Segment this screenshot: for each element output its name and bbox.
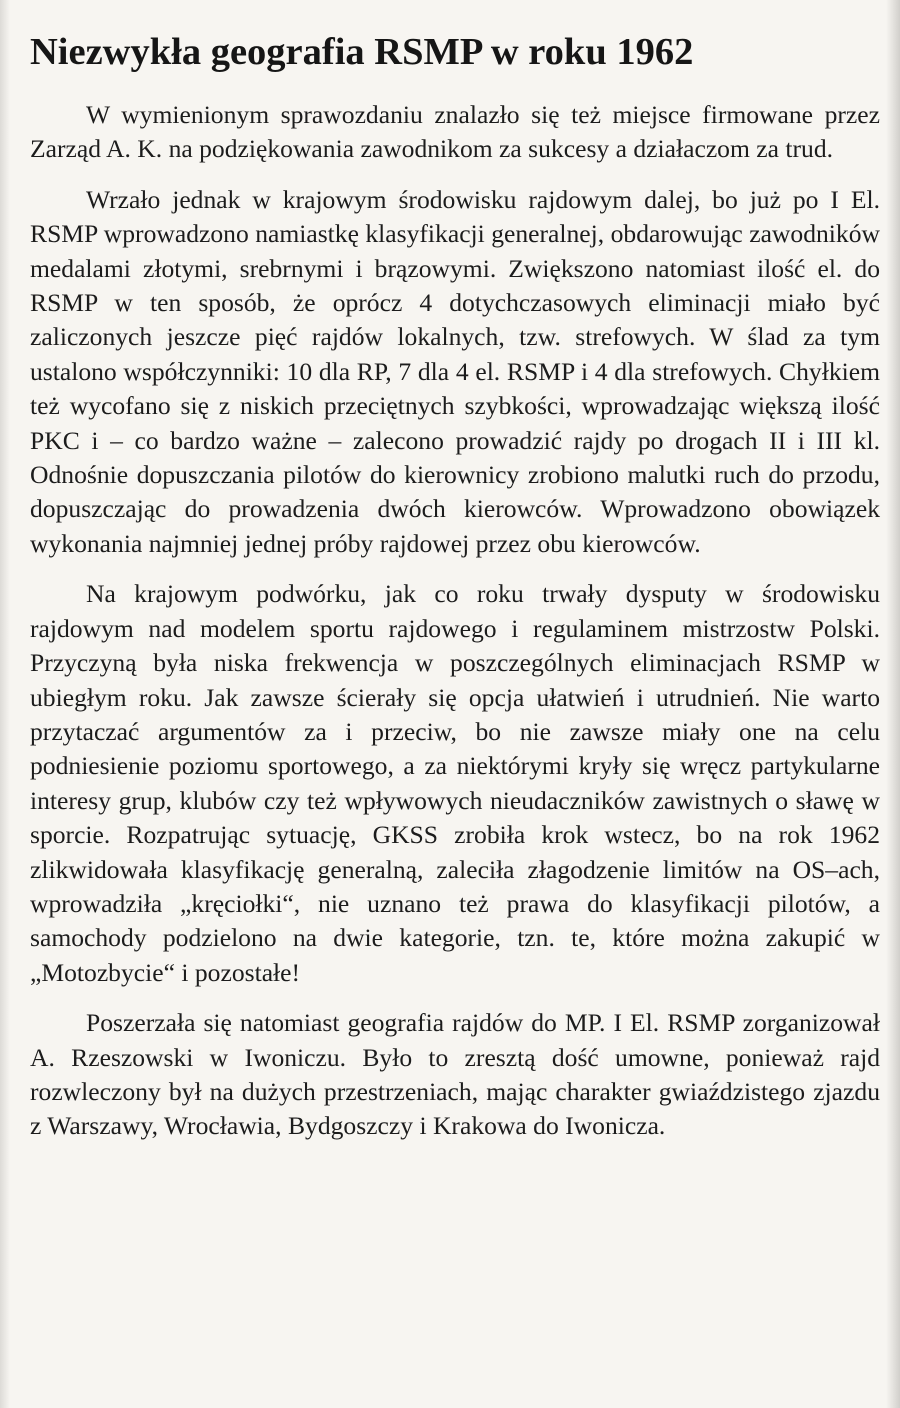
paragraph-3: Na krajowym podwórku, jak co roku trwały dysputy w środowisku rajdowym nad modelem sportu rajdowego i regulaminem mistrzostw Polski. Przyczyną była niska frekwencja w poszczególnych eliminacjach RSMP w ubiegłym roku. Jak zawsze ścierały się opcja ułatwień i utrudnień. Nie warto przytaczać argumentów za i przeciw, bo nie zawsze miały one na celu podniesienie poziomu sportowego, a za niektórymi kryły się wręcz partykularne interesy grup, klubów czy też wpływowych nieudaczników zawistnych o sławę w sporcie. Rozpatrując sytuację, GKSS zrobiła krok wstecz, bo na rok 1962 zlikwidowała klasyfikację generalną, zaleciła złagodzenie limitów na OS–ach, wprowadziła „kręciołki“, nie uznano też prawa do klasyfikacji pilotów, a samochody podzielono na dwie kategorie, tzn. te, które można zakupić w „Motozbycie“ i pozostałe! xyxy=(30,579,880,987)
paragraph-2: Wrzało jednak w krajowym środowisku rajdowym dalej, bo już po I El. RSMP wprowadzono namiastkę klasyfikacji generalnej, obdarowując zawodników medalami złotymi, srebrnymi i brązowymi. Zwiększono natomiast ilość el. do RSMP w ten sposób, że oprócz 4 dotychczasowych eliminacji miało być zaliczonych jeszcze pięć rajdów lokalnych, tzw. strefowych. W ślad za tym ustalono współczynniki: 10 dla RP, 7 dla 4 el. RSMP i 4 dla strefowych. Chyłkiem też wycofano się z niskich przeciętnych szybkości, wprowadzając większą ilość PKC i – co bardzo ważne – zalecono prowadzić rajdy po drogach II i III kl. Odnośnie dopuszczania pilotów do kierownicy zrobiono malutki ruch do przodu, dopuszczając do prowadzenia dwóch kierowców. Wprowadzono obowiązek wykonania najmniej jednej próby rajdowej przez obu kierowców. xyxy=(30,184,880,558)
article-title: Niezwykła geografia RSMP w roku 1962 xyxy=(30,31,694,73)
paragraph-4: Poszerzała się natomiast geografia rajdów do MP. I El. RSMP zorganizował A. Rzeszowski w Iwoniczu. Było to zresztą dość umowne, ponieważ rajd rozwleczony był na dużych przestrzeniach, mając charakter gwiaździstego zjazdu z Warszawy, Wrocławia, Bydgoszczy i Krakowa do Iwonicza. xyxy=(30,1008,880,1141)
paragraph-1: W wymienionym sprawozdaniu znalazło się też miejsce firmowane przez Zarząd A. K. na podziękowania zawodnikom za sukcesy a działaczom za trud. xyxy=(30,100,880,164)
article xyxy=(30,28,880,1160)
page-edge-shadow-left xyxy=(0,0,10,1408)
page-edge-shadow-right xyxy=(886,0,900,1408)
